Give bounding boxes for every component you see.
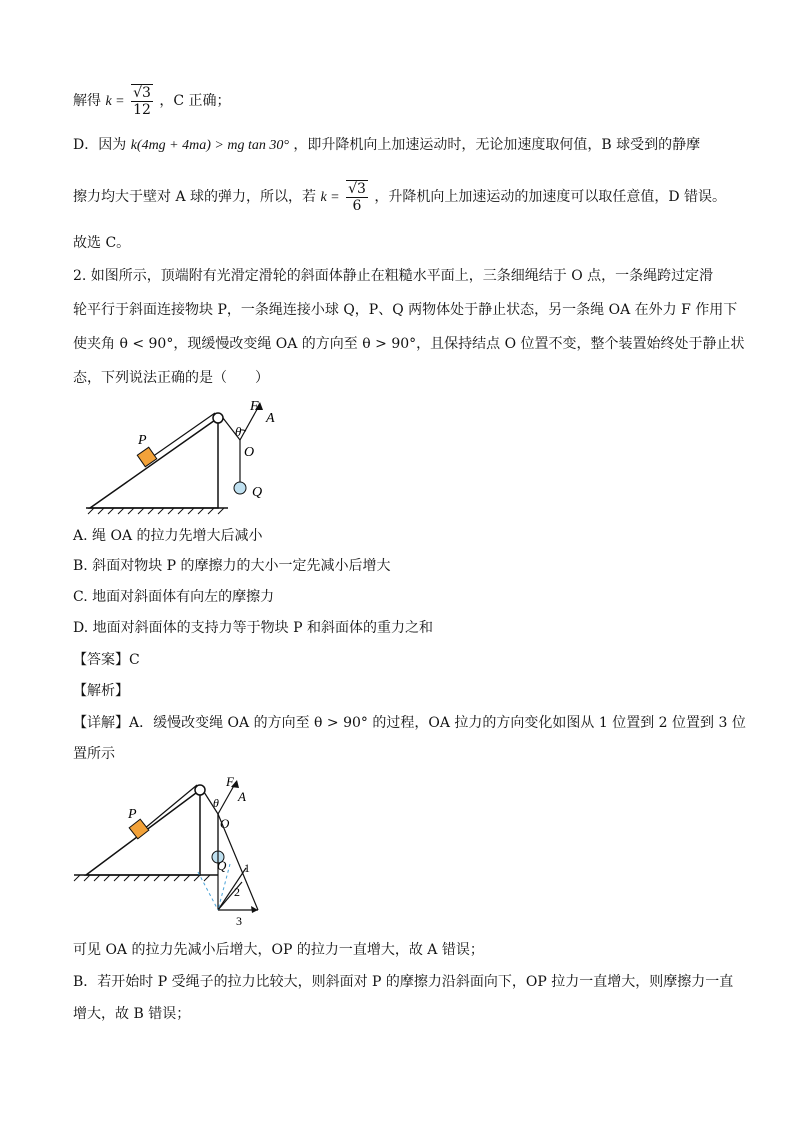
option-a: A. 绳 OA 的拉力先增大后减小 [73,528,263,544]
conclusion-line3: 增大，故 B 错误； [73,1006,191,1022]
pulley-2 [195,785,205,795]
solution-line-k12 [73,84,231,118]
incline-body [90,418,218,508]
choose-c-line: 故选 C。 [73,235,131,251]
text-solve: 解得 [73,93,101,109]
label-o-2: O [220,816,230,831]
conclusion-line1: 可见 OA 的拉力先减小后增大，OP 的拉力一直增大，故 A 错误； [73,942,484,958]
rope-p [152,413,215,457]
pulley [213,413,223,423]
analysis-heading: 【解析】 [73,683,129,699]
label-a-2: A [238,789,246,804]
math-inequality: k(4mg + 4ma) > mg tan 30° [130,138,289,153]
fraction-numerator: √3 [133,85,151,101]
fraction-sqrt3-over-12 [131,84,153,118]
fraction-denominator: 12 [133,102,151,118]
option-c: C. 地面对斜面体有向左的摩擦力 [73,589,275,605]
ball-q [234,482,246,494]
label-q: Q [252,485,263,500]
text-d-friction: 擦力均大于壁对 A 球的弹力，所以，若 [73,189,317,205]
label-q-2: Q [217,858,227,873]
conclusion-line2: B．若开始时 P 受绳子的拉力比较大，则斜面对 P 的摩擦力沿斜面向下，OP 拉力一直增大，则摩擦力一直 [73,974,734,990]
label-3: 3 [236,914,242,928]
label-a: A [266,411,275,426]
ground-hatch [88,508,224,514]
vector-1 [218,868,246,910]
solution-line-d [73,135,700,156]
question2-line2: 轮平行于斜面连接物块 P，一条绳连接小球 Q，P、Q 两物体处于静止状态，另一条绳 OA 在外力 F 作用下 [73,302,738,318]
text-c-correct: ，C 正确； [159,93,231,109]
label-o: O [244,445,255,460]
label-p-2: P [128,807,137,822]
fraction-denominator-2: 6 [352,198,362,214]
block-p-2 [129,819,149,839]
ground-hatch-2 [74,875,210,881]
question2-line3: 使夹角 θ < 90°，现缓慢改变绳 OA 的方向至 θ > 90°，且保持结点 O 位置不变，整个装置始终处于静止状 [73,336,745,352]
figure-incline-setup [80,392,310,514]
label-theta-2: θ [213,796,219,810]
option-b: B. 斜面对物块 P 的摩擦力的大小一定先减小后增大 [73,558,391,574]
label-f: F [250,399,259,414]
figure-force-triangle [70,772,270,932]
option-d: D. 地面对斜面体的支持力等于物块 P 和斜面体的重力之和 [73,620,433,636]
rope-p-2 [144,785,197,829]
text-d-because: D．因为 [73,137,127,153]
text-d-continue: ，即升降机向上加速运动时，无论加速度取何值，B 球受到的静摩 [293,137,701,153]
question2-line1: 2. 如图所示，顶端附有光滑定滑轮的斜面体静止在粗糙水平面上，三条细绳结于 O 点，一条绳跨过定滑 [73,268,714,284]
label-p: P [138,433,147,448]
text-d-wrong: ，升降机向上加速运动的加速度可以取任意值，D 错误。 [374,189,727,205]
label-f-2: F [226,774,234,789]
question2-line4: 态，下列说法正确的是（ ） [73,370,269,386]
fraction-sqrt3-over-6 [346,180,368,214]
fraction-numerator-2: √3 [348,181,366,197]
label-theta: θ [235,424,242,439]
detail-line1: 【详解】A．缓慢改变绳 OA 的方向至 θ > 90° 的过程，OA 拉力的方向变化如图从 1 位置到 2 位置到 3 位 [73,715,746,731]
detail-line2: 置所示 [73,746,115,762]
label-1: 1 [244,861,250,875]
math-k-equals-2: k = [320,190,340,205]
answer-line: 【答案】C [73,652,140,668]
label-2: 2 [234,885,240,899]
math-k-equals: k = [105,94,125,109]
solution-line-k6 [73,180,726,214]
